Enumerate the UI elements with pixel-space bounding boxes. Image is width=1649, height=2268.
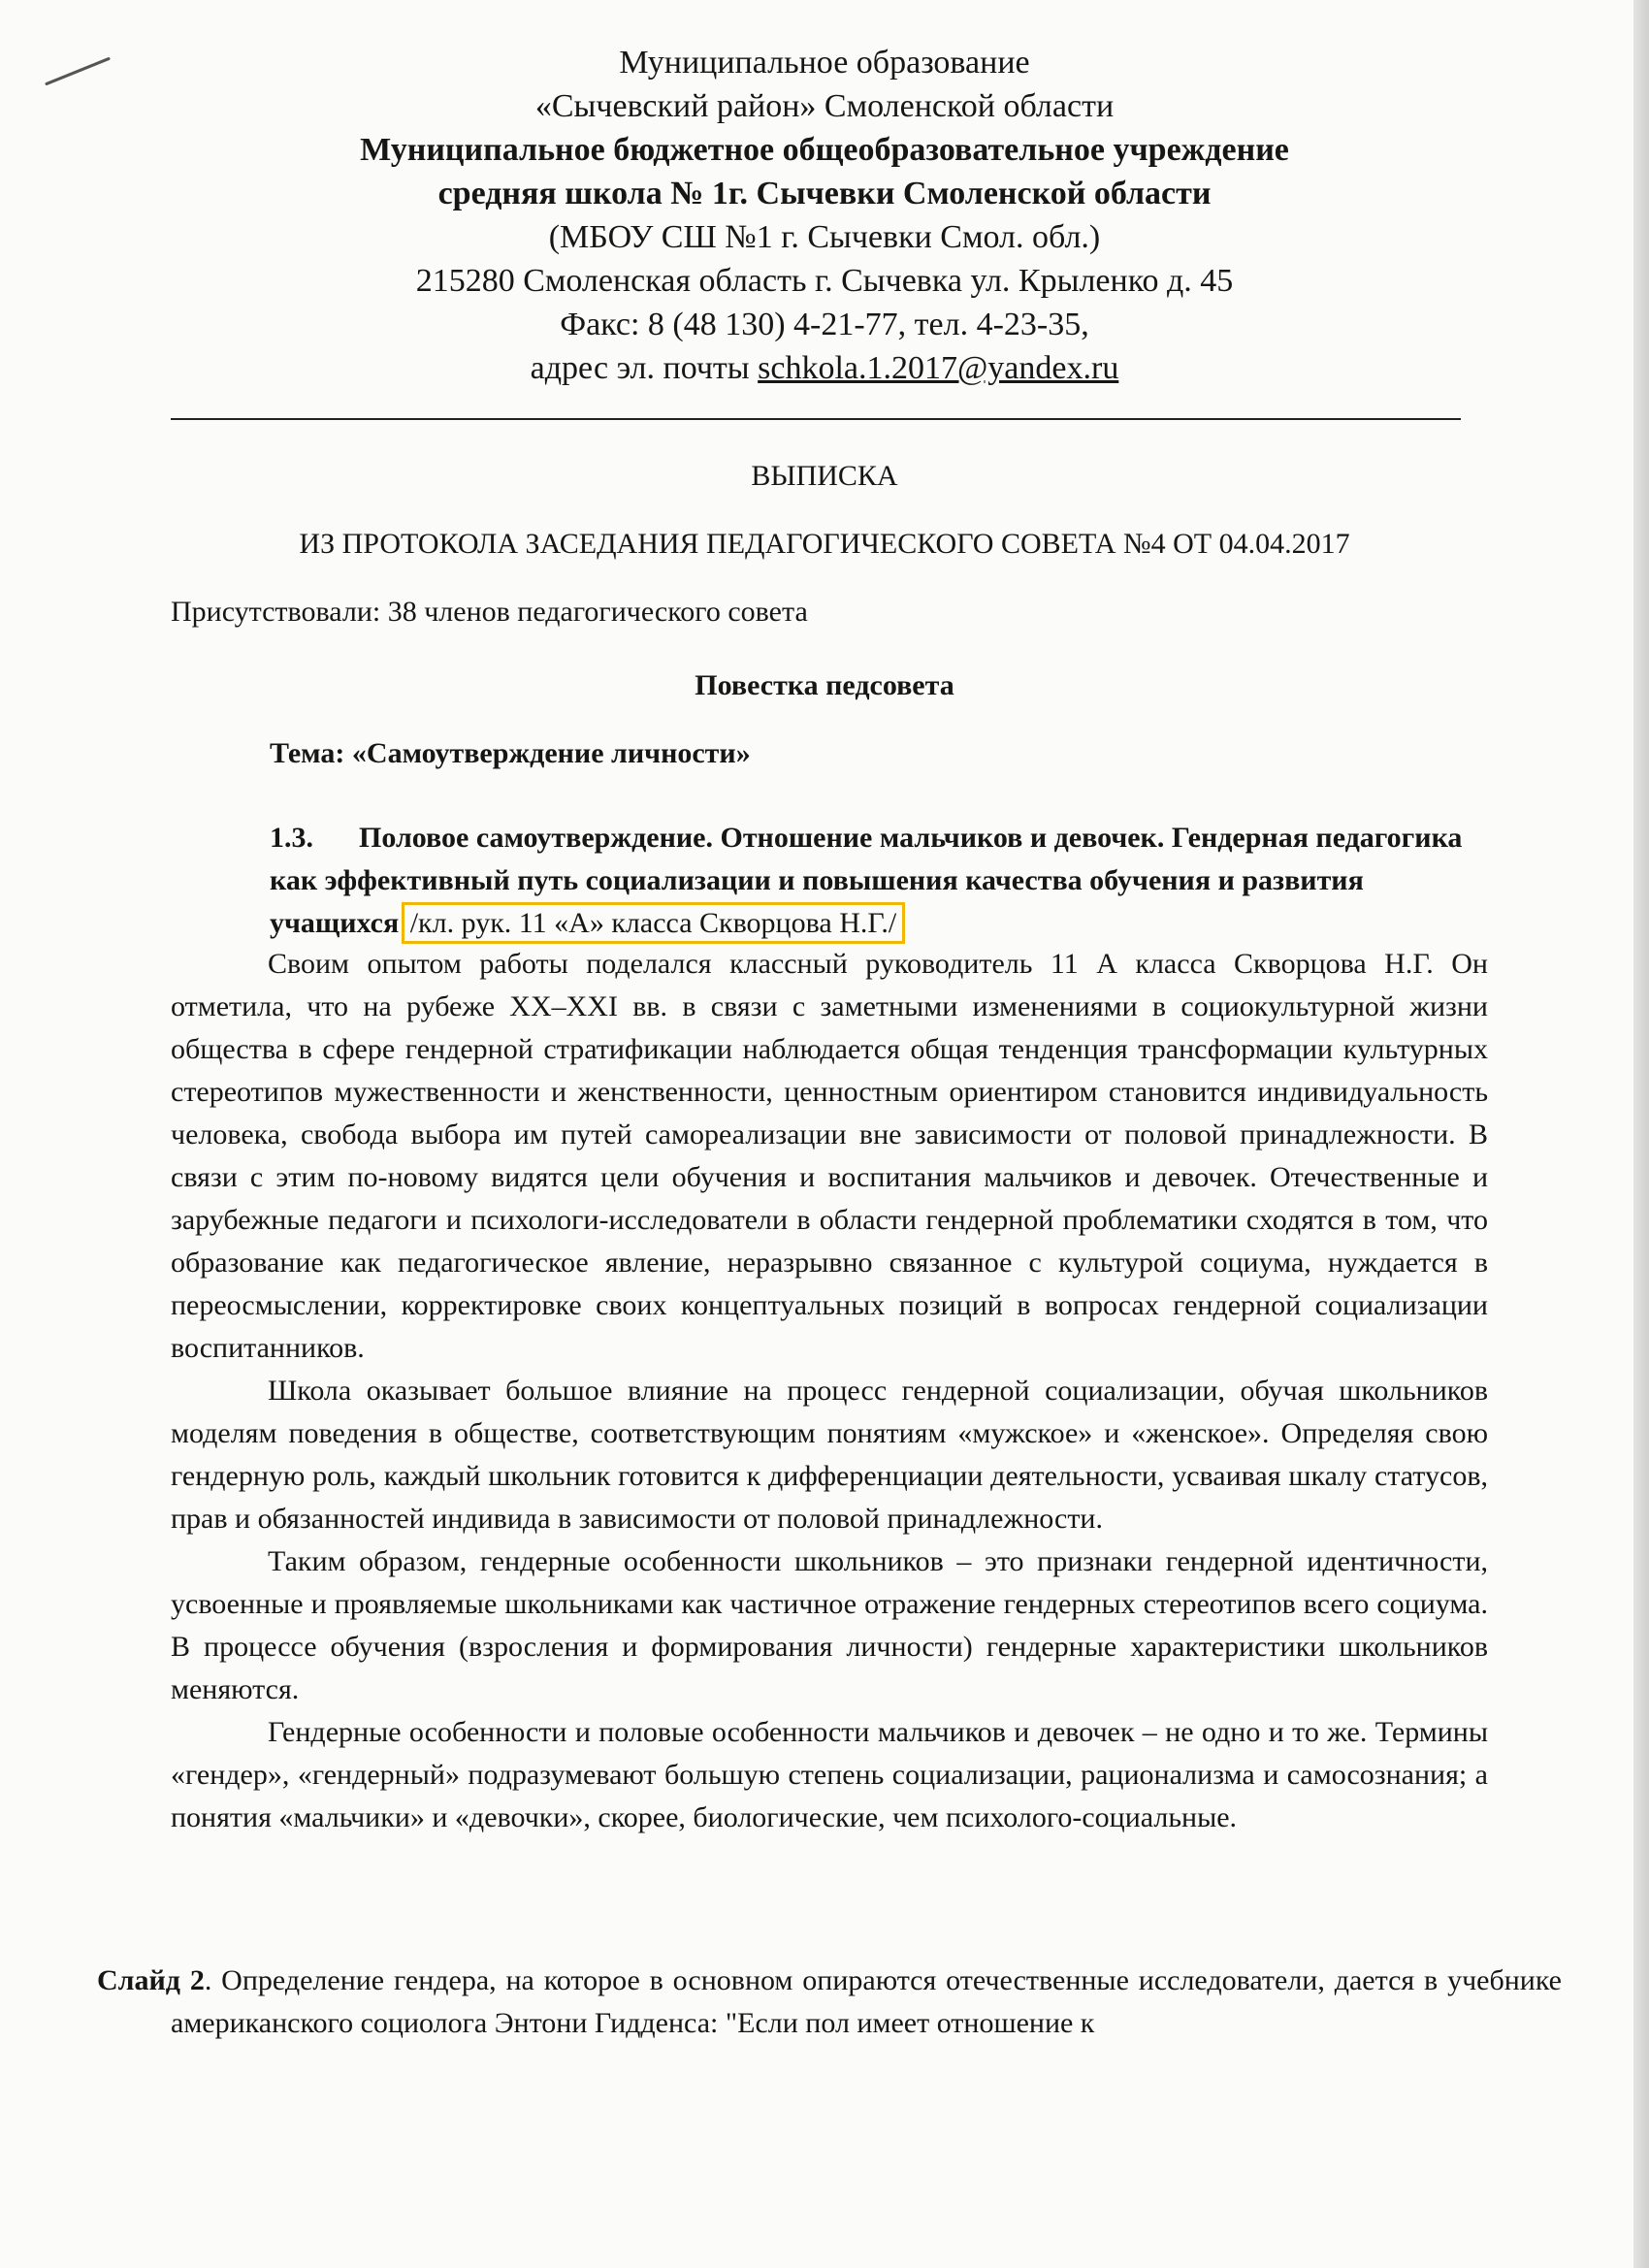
letterhead-contacts: Факс: 8 (48 130) 4-21-77, тел. 4-23-35,	[560, 307, 1089, 342]
agenda-item-title: Половое самоутверждение. Отношение мальчиков и девочек. Гендерная педагогика как эффективный путь социализации и повышения качества обучения и развития учащихся	[270, 822, 1463, 939]
attendance: Присутствовали: 38 членов педагогического совета	[171, 596, 808, 628]
email-link[interactable]: schkola.1.2017@yandex.ru	[758, 350, 1119, 386]
slide-text: . Определение гендера, на которое в основном опираются отечественные исследователи, дается в учебнике американского социолога Энтони Гидденса: "Если пол имеет отношение к	[171, 1964, 1563, 2039]
speaker-highlight: /кл. рук. 11 «А» класса Скворцова Н.Г./	[406, 907, 900, 939]
agenda-item	[270, 817, 1463, 945]
letterhead-line-2: «Сычевский район» Смоленской области	[534, 88, 1115, 124]
letterhead	[0, 41, 1649, 390]
letterhead-line-4: средняя школа № 1г. Сычевки Смоленской области	[437, 176, 1212, 211]
letterhead-email-line	[0, 346, 1649, 390]
letterhead-line-3: Муниципальное бюджетное общеобразовательное учреждение	[360, 132, 1289, 168]
agenda-heading: Повестка педсовета	[695, 669, 954, 701]
email-prefix: адрес эл. почты	[530, 350, 759, 386]
letterhead-address: 215280 Смоленская область г. Сычевка ул. Крыленко д. 45	[415, 263, 1234, 299]
slide-label: Слайд 2	[97, 1964, 205, 1996]
body-text	[171, 943, 1488, 1839]
topic-heading: Тема: «Самоутверждение личности»	[270, 737, 751, 769]
header-divider	[171, 418, 1461, 420]
doc-subtitle: ИЗ ПРОТОКОЛА ЗАСЕДАНИЯ ПЕДАГОГИЧЕСКОГО СОВЕТА №4 ОТ 04.04.2017	[299, 528, 1350, 560]
paragraph: Своим опытом работы поделался классный руководитель 11 А класса Скворцова Н.Г. Он отметила, что на рубеже XX–XXI вв. в связи с заметными изменениями в социокультурной жизни общества в сфере гендерной стратификации наблюдается общая тенденция трансформации культурных стереотипов мужественности и женственности, ценностным ориентиром становится индивидуальность человека, свобода выбора им путей самореализации вне зависимости от половой принадлежности. В связи с этим по-новому видятся цели обучения и воспитания мальчиков и девочек. Отечественные и зарубежные педагоги и психологи-исследователи в области гендерной проблематики сходятся в том, что образование как педагогическое явление, неразрывно связанное с культурой социума, нуждается в переосмыслении, корректировке своих концептуальных позиций в вопросах гендерной социализации воспитанников.	[171, 948, 1488, 1364]
paragraph: Гендерные особенности и половые особенности мальчиков и девочек – не одно и то же. Термины «гендер», «гендерный» подразумевают большую степень социализации, рационализма и самосознания; а понятия «мальчики» и «девочки», скорее, биологические, чем психолого-социальные.	[171, 1716, 1488, 1833]
slide-paragraph	[97, 1960, 1562, 2045]
letterhead-line-5: (МБОУ СШ №1 г. Сычевки Смол. обл.)	[548, 219, 1101, 255]
agenda-item-number: 1.3.	[270, 822, 313, 854]
paragraph: Таким образом, гендерные особенности школьников – это признаки гендерной идентичности, усвоенные и проявляемые школьниками как частичное отражение гендерных стереотипов всего социума. В процессе обучения (взросления и формирования личности) гендерные характеристики школьников меняются.	[171, 1545, 1488, 1705]
paragraph: Школа оказывает большое влияние на процесс гендерной социализации, обучая школьников моделям поведения в обществе, соответствующим понятиям «мужское» и «женское». Определяя свою гендерную роль, каждый школьник готовится к дифференциации деятельности, усваивая шкалу статусов, прав и обязанностей индивида в зависимости от половой принадлежности.	[171, 1375, 1488, 1535]
doc-title: ВЫПИСКА	[751, 460, 898, 492]
letterhead-line-1: Муниципальное образование	[619, 45, 1030, 81]
